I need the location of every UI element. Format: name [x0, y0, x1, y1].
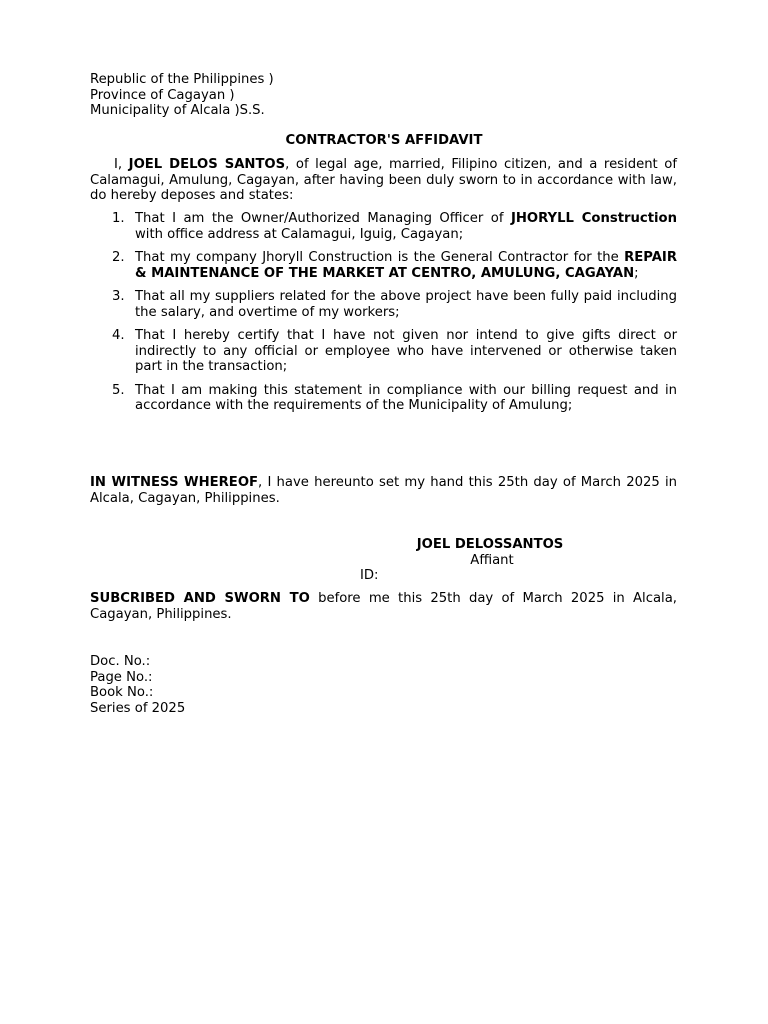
list-item [90, 250, 677, 281]
item-number: 2. [112, 250, 125, 265]
item-text: That I am the Owner/Authorized Managing Officer of [135, 211, 511, 226]
jurat-bold: SUBCRIBED AND SWORN TO [90, 591, 310, 606]
jurat-paragraph [90, 591, 677, 622]
intro-paragraph [90, 157, 677, 204]
item-number: 4. [112, 328, 125, 343]
item-number: 1. [112, 211, 125, 226]
list-item [90, 289, 677, 320]
series-label: Series of 2025 [90, 700, 186, 716]
intro-rest: , of legal age, married, Filipino citizen, and a resident of Calamagui, Amulung, Cagayan, after having been duly sworn to in accordance with law, do hereby deposes and states: [90, 157, 677, 203]
witness-text: , I have hereunto set my hand this 25th day of March 2025 in Alcala, Cagayan, Philippines. [90, 475, 678, 506]
list-item [90, 328, 677, 375]
list-item [90, 383, 677, 414]
book-no-label: Book No.: [90, 685, 154, 700]
venue-line-province: Province of Cagayan ) [90, 87, 235, 103]
witness-paragraph [90, 475, 677, 506]
signature-name: JOEL DELOSSANTOS [416, 537, 564, 552]
item-bold-text: REPAIR & MAINTENANCE OF THE MARKET AT CENTRO, AMULUNG, CAGAYAN [135, 250, 677, 281]
item-number: 3. [112, 289, 125, 304]
jurat-text: before me this 25th day of March 2025 in Alcala, Cagayan, Philippines. [90, 591, 677, 622]
venue-line-republic: Republic of the Philippines ) [90, 72, 274, 87]
affiant-name: JOEL DELOS SANTOS [128, 157, 286, 172]
doc-no-label: Doc. No.: [90, 654, 151, 669]
signature-id-label: ID: [360, 568, 379, 583]
page-no-label: Page No.: [90, 669, 153, 685]
venue-line-municipality: Municipality of Alcala )S.S. [90, 103, 265, 118]
item-number: 5. [112, 382, 125, 398]
statements-list [90, 211, 677, 422]
list-item [90, 211, 677, 242]
signature-role: Affiant [470, 552, 514, 568]
item-text: That I am making this statement in compliance with our billing request and in accordance with the requirements of the Municipality of Amulung; [135, 382, 677, 413]
notarial-register-block [90, 654, 677, 716]
item-text: That I hereby certify that I have not given nor intend to give gifts direct or indirectly to any official or employee who have intervened or otherwise taken part in the transaction; [135, 328, 677, 374]
venue-block [90, 72, 677, 119]
item-text-end: with office address at Calamagui, Iguig, Cagayan; [135, 226, 464, 242]
item-text: That my company Jhoryll Construction is the General Contractor for the [135, 250, 625, 265]
document-title: CONTRACTOR'S AFFIDAVIT [285, 133, 483, 148]
item-text-end: ; [634, 265, 639, 281]
witness-bold: IN WITNESS WHEREOF [90, 475, 259, 490]
item-text: That all my suppliers related for the above project have been fully paid including the salary, and overtime of my workers; [135, 289, 677, 320]
item-bold-text: JHORYLL Construction [510, 211, 678, 226]
intro-lead: I, [114, 157, 129, 172]
